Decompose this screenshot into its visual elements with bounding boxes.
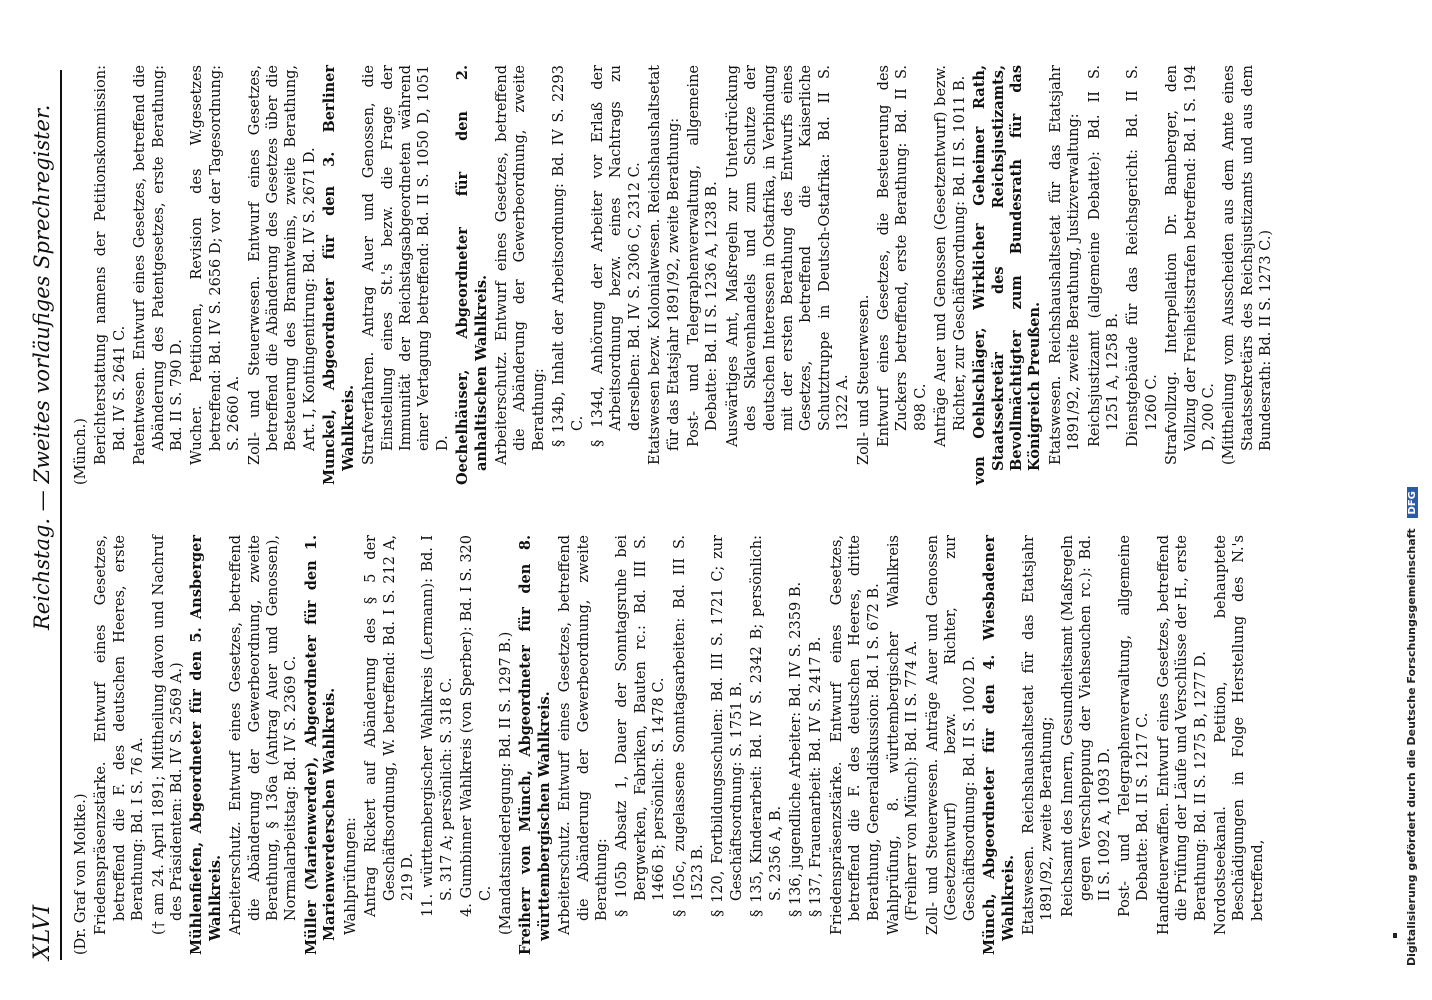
entry-subject: Etatswesen. Reichshaushaltsetat für das Etatsjahr 1891/92, zweite Berathung, Justizverwaltung:: [1047, 65, 1083, 465]
entry-item: Auswärtiges Amt, Maßregeln zur Unterdrückung des Sklavenhandels und zum Schutze der deutschen Interessen in Ostafrika, in Verbindung mit der ersten Berathung des Entwurfs eines Gesetzes, betreffend die Kaiserliche Schutztruppe in Deutsch-Ostafrika: Bd. II S. 1322 A.: [724, 65, 852, 447]
entry-item: Antrag Rickert auf Abänderung des § 5 der Geschäftsordnung, W. betreffend: Bd. I S. 212 A, 219 D.: [363, 535, 416, 917]
entry-subject: Friedenspräsenzstärke. Entwurf eines Gesetzes, betreffend die F. des deutschen Heeres, dritte Berathung, Generaldiskussion: Bd. I S. 672 B.: [828, 535, 882, 935]
entry-subject: Wahlprüfung, 8. württembergischer Wahlkreis (Freiherr von Münch): Bd. II S. 774 A.: [886, 535, 921, 935]
entry-continuation: (Münch.): [73, 418, 89, 485]
digitization-note: [1405, 26, 1427, 966]
entry-continuation: (Dr. Graf von Moltke.): [73, 793, 89, 955]
entry-subject: Arbeiterschutz. Entwurf eines Gesetzes, betreffend die Abänderung der Gewerbeordnung, zweite Berathung:: [557, 535, 610, 935]
page-number: XLVI: [30, 903, 55, 960]
entry-item: Dienstgebäude für das Reichsgericht: Bd. II S. 1260 C.: [1125, 65, 1160, 447]
entry-subject: Zoll- und Steuerwesen.: [855, 294, 872, 465]
entry-speaker: Münch, Abgeordneter für den 4. Wiesbadener Wahlkreis.: [981, 535, 1017, 955]
entry-item: Reichsjustizamt (allgemeine Debatte): Bd. II S. 1251 A, 1258 B.: [1086, 65, 1121, 447]
entry-subject: Zoll- und Steuerwesen. Entwurf eines Gesetzes, betreffend die Abänderung des Gesetzes über die Besteuerung des Branntweins, zweite Berathung, Art. I, Kontingentirung: Bd. IV S. 2671 D.: [246, 65, 318, 465]
entry-speaker: Mühlenfiefen, Abgeordneter für den 5. Ansberger Wahlkreis.: [188, 535, 224, 955]
entry-subject: Strafverfahren. Antrag Auer und Genossen, die Einstellung eines St.'s bezw. die Frage der Immunität der Reichstagsabgeordneten während einer Vertagung betreffend: Bd. II S. 1050 D, 1051 D.: [361, 65, 451, 465]
entry-note: (Mittheilung vom Ausscheiden aus dem Amte eines Staatssekretärs des Reichsjustizamts und aus dem Bundesrath: Bd. II S. 1273 C.): [1221, 65, 1275, 465]
entry-subject: Etatswesen. Reichshaushaltsetat für das Etatsjahr 1891/92, zweite Berathung;: [1020, 535, 1056, 935]
scan-speck: [1393, 933, 1397, 938]
entry-item: § 137, Frauenarbeit: Bd. IV S. 2417 B.: [808, 636, 825, 917]
right-column: [72, 65, 1278, 485]
entry-subject: Nordostseekanal. Petition, behauptete Beschädigungen in Folge Herstellung des N.'s betreffend,: [1212, 535, 1266, 935]
entry-item: Post- und Telegraphenverwaltung, allgemeine Debatte: Bd. II S. 1217 C.: [1116, 535, 1152, 917]
entry-item: 4. Gumbinner Wahlkreis (von Sperber): Bd. I S. 320 C.: [459, 535, 494, 917]
entry-subject: Berichterstattung namens der Petitionskommission: Bd. IV S. 2641 C.: [93, 65, 128, 465]
page-header: [22, 80, 62, 960]
dfg-logo: DFG: [1407, 487, 1418, 518]
entry-note: († am 24. April 1891; Mittheilung davon und Nachruf des Präsidenten: Bd. IV S. 2569 A.): [150, 535, 186, 935]
entry-subject: Wahlprüfungen:: [342, 817, 359, 935]
entry-subject: Zoll- und Steuerwesen. Anträge Auer und Genossen (Gesetzentwurf) bezw. Richter, zur Geschäftsordnung: Bd. II S. 1002 D.: [924, 535, 978, 935]
entry-item: § 136, jugendliche Arbeiter: Bd. IV S. 2359 B.: [788, 581, 805, 917]
entry-speaker: Munckel, Abgeordneter für den 3. Berliner Wahlkreis.: [321, 65, 357, 485]
entry-item: § 135, Kinderarbeit: Bd. IV S. 2342 B; persönlich: S. 2356 A, B.: [749, 535, 784, 917]
entry-subject: Patentwesen. Entwurf eines Gesetzes, betreffend die Abänderung des Patentgesetzes, erste Berathung: Bd. II S. 790 D.: [132, 65, 186, 465]
entry-item: 11. württembergischer Wahlkreis (Lermann): Bd. I S. 317 A; persönlich: S. 318 C.: [420, 535, 455, 917]
entry-speaker: Müller (Marienwerder), Abgeordneter für den 1. Marienwerderschen Wahlkreis.: [302, 535, 339, 955]
entry-subject: Handfeuerwaffen. Entwurf eines Gesetzes, betreffend die Prüfung der Läufe und Verschlüsse der H., erste Berathung: Bd. II S. 1275 B, 1277 D.: [1155, 535, 1209, 935]
entry-item: § 134d, Anhörung der Arbeiter vor Erlaß der Arbeitsordnung bezw. eines Nachtrags zu derselben: Bd. IV S. 2306 C, 2312 C.: [589, 65, 643, 447]
entry-item: Post- und Telegraphenverwaltung, allgemeine Debatte: Bd. II S. 1236 A, 1238 B.: [686, 65, 721, 447]
entry-item: § 134b, Inhalt der Arbeitsordnung: Bd. IV S. 2293 C.: [551, 65, 586, 447]
entry-item: § 105b Absatz 1, Dauer der Sonntagsruhe bei Bergwerken, Fabriken, Bauten rc.: Bd. III S. 1466 B; persönlich: S. 1478 C.: [614, 535, 668, 917]
entry-subject: Arbeiterschutz. Entwurf eines Gesetzes, betreffend die Abänderung der Gewerbeordnung, zweite Berathung:: [493, 65, 547, 465]
entry-note: (Mandatsniederlegung: Bd. II S. 1297 B.): [497, 631, 514, 935]
entry-item: Reichsamt des Innern, Gesundheitsamt (Maßregeln gegen Verschleppung der Viehseuchen rc.): Bd. II S. 1092 A, 1093 D.: [1059, 535, 1113, 917]
left-column: [72, 535, 1269, 955]
header-rule: [60, 70, 62, 960]
entry-speaker: Oechelhäuser, Abgeordneter für den 2. anhaltischen Wahlkreis.: [454, 65, 490, 485]
entry-subject: Wucher. Petitionen, Revision des W.gesetzes betreffend: Bd. IV S. 2656 D; vor der Tagesordnung: S. 2660 A.: [189, 65, 243, 465]
entry-speaker: Freiherr von Münch, Abgeordneter für den 8. württembergischen Wahlkreis.: [517, 535, 553, 955]
entry-subject: Arbeiterschutz. Entwurf eines Gesetzes, betreffend die Abänderung der Gewerbeordnung, zweite Berathung, § 136a (Antrag Auer und Genossen), Normalarbeitstag: Bd. IV S. 2369 C.: [228, 535, 300, 935]
entry-item: § 120, Fortbildungsschulen: Bd. III S. 1721 C; zur Geschäftsordnung: S. 1751 B.: [710, 535, 745, 917]
page-title: Reichstag. — Zweites vorläufiges Sprechregister.: [30, 104, 54, 630]
entry-speaker: von Oehlschläger, Wirklicher Geheimer Rath, Staatssekretär des Reichsjustizamts, Bevollmächtigter zum Bundesrath für das Königreich Preußen.: [971, 65, 1044, 485]
entry-subject: Friedenspräsenzstärke. Entwurf eines Gesetzes, betreffend die F. des deutschen Heeres, erste Berathung: Bd. I S. 76 A.: [93, 535, 147, 935]
entry-item: Anträge Auer und Genossen (Gesetzentwurf) bezw. Richter, zur Geschäftsordnung: Bd. II S. 1011 B.: [933, 65, 968, 447]
entry-subject: Strafvollzug. Interpellation Dr. Bamberger, den Vollzug der Freiheitsstrafen betreffend: Bd. I S. 194 D, 200 C.: [1164, 65, 1217, 465]
entry-item: Entwurf eines Gesetzes, die Besteuerung des Zuckers betreffend, erste Berathung: Bd. II S. 898 C.: [876, 65, 929, 447]
entry-item: § 105c, zugelassene Sonntagsarbeiten: Bd. III S. 1523 B.: [671, 535, 706, 917]
entry-subject: Etatswesen bezw. Kolonialwesen. Reichshaushaltsetat für das Etatsjahr 1891/92, zweite Berathung:: [647, 65, 682, 465]
digitization-text: Digitalisierung gefördert durch die Deutsche Forschungsgemeinschaft: [1405, 528, 1418, 966]
